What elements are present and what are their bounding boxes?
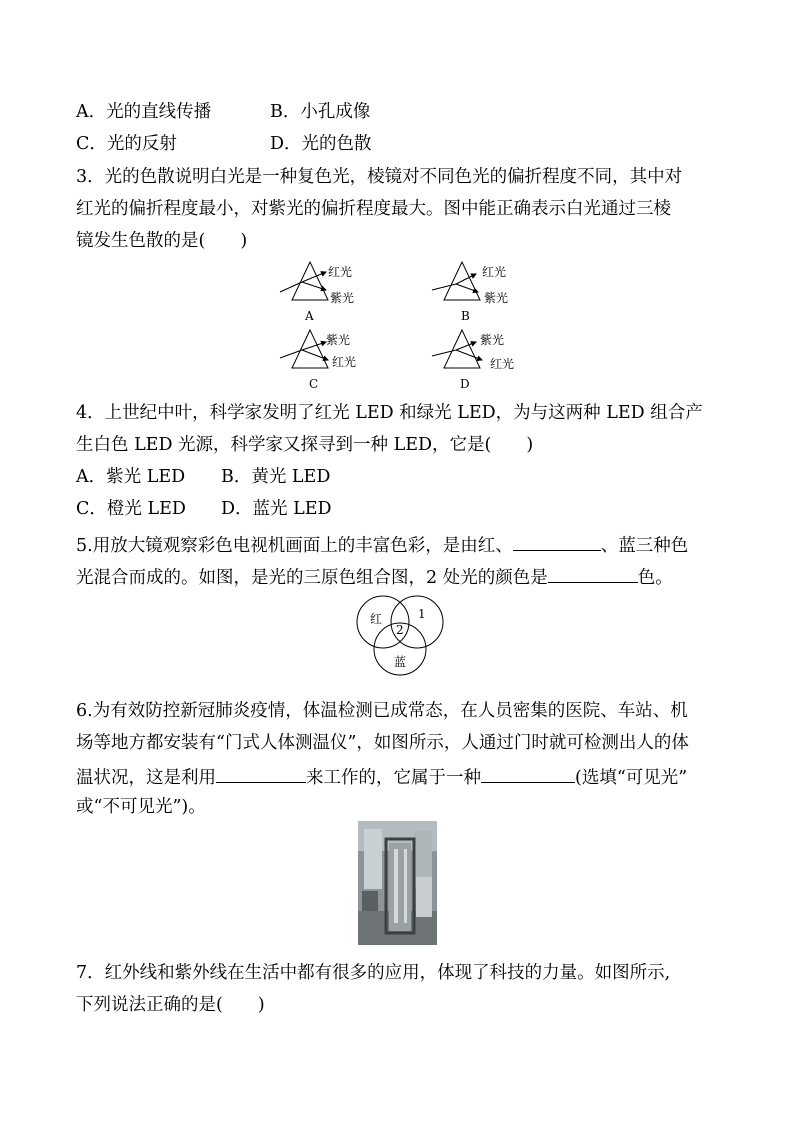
q4-option-b: B．黄光 LED [221, 467, 331, 487]
q4-text-line1: 4．上世纪中叶，科学家发明了红光 LED 和绿光 LED，为与这两种 LED 组合产 [76, 403, 703, 423]
q2-option-b: B．小孔成像 [270, 102, 371, 122]
q5-line2-part1: 光混合而成的。如图，是光的三原色组合图，2 处光的颜色是 [76, 568, 548, 588]
q6-text-line1: 6.为有效防控新冠肺炎疫情，体温检测已成常态，在人员密集的医院、车站、机 [76, 701, 688, 721]
q5-line1-part2: 、蓝三种色 [600, 536, 689, 556]
q3-text-line2: 红光的偏折程度最小，对紫光的偏折程度最大。图中能正确表示白光通过三棱 [76, 199, 671, 219]
q5-text-line2 [76, 564, 673, 589]
q5-blank-2[interactable] [548, 564, 638, 583]
prism-option-b [432, 262, 508, 323]
q5-text-line1 [76, 532, 688, 557]
q6-text-line4: 或“不可见光”)。 [76, 797, 206, 817]
q3-text-line3: 镜发生色散的是( ) [76, 231, 248, 251]
q6-blank-1[interactable] [216, 764, 306, 783]
prism-dispersion-figure [272, 256, 532, 394]
prism-c-letter: C [309, 377, 319, 391]
q5-blank-1[interactable] [513, 532, 601, 551]
prism-b-letter: B [461, 309, 470, 323]
q5-line2-part2: 色。 [637, 568, 673, 588]
q5-line1-part1: 5.用放大镜观察彩色电视机画面上的丰富色彩，是由红、 [76, 536, 513, 556]
q3-text-line1: 3．光的色散说明白光是一种复色光，棱镜对不同色光的偏折程度不同，其中对 [76, 167, 683, 187]
q6-blank-2[interactable] [481, 764, 575, 783]
prism-option-a [280, 262, 354, 323]
prism-c-bottom-label: 红光 [332, 355, 357, 369]
q6-line3-part1: 温状况，这是利用 [76, 768, 216, 788]
prism-c-top-label: 紫光 [326, 333, 351, 347]
prism-b-bottom-label: 紫光 [484, 291, 509, 305]
prism-option-c [280, 330, 356, 391]
prism-d-letter: D [460, 377, 470, 391]
prism-a-bottom-label: 紫光 [330, 291, 355, 305]
q2-option-a: A．光的直线传播 [76, 102, 212, 122]
prism-option-d [432, 330, 514, 391]
q7-text-line1: 7．红外线和紫外线在生活中都有很多的应用，体现了科技的力量。如图所示, [76, 963, 671, 983]
q6-line3-part2: 来工作的，它属于一种 [306, 768, 481, 788]
three-primary-colors-venn [350, 594, 450, 678]
venn-label-2: 2 [396, 623, 404, 637]
q4-text-line2: 生白色 LED 光源，科学家又探寻到一种 LED，它是( ) [76, 435, 534, 455]
q2-option-c: C．光的反射 [76, 134, 177, 154]
q6-line3-part3: (选填“可见光” [575, 768, 688, 788]
venn-red-label: 红 [370, 612, 383, 626]
venn-blue-label: 蓝 [394, 655, 407, 669]
q4-option-c: C．橙光 LED [76, 499, 186, 519]
door-thermometer-photo [358, 821, 437, 945]
q2-option-d: D．光的色散 [270, 134, 372, 154]
q6-text-line3 [76, 764, 687, 789]
prism-b-top-label: 红光 [482, 265, 507, 279]
prism-d-bottom-label: 红光 [490, 357, 515, 371]
q7-text-line2: 下列说法正确的是( ) [76, 995, 265, 1015]
prism-a-letter: A [305, 309, 314, 323]
prism-a-top-label: 红光 [328, 265, 353, 279]
venn-label-1: 1 [418, 607, 426, 621]
q6-text-line2: 场等地方都安装有“门式人体测温仪”，如图所示，人通过门时就可检测出人的体 [76, 733, 689, 753]
q4-option-a: A．紫光 LED [76, 467, 186, 487]
prism-d-top-label: 紫光 [480, 333, 505, 347]
q4-option-d: D．蓝光 LED [221, 499, 332, 519]
